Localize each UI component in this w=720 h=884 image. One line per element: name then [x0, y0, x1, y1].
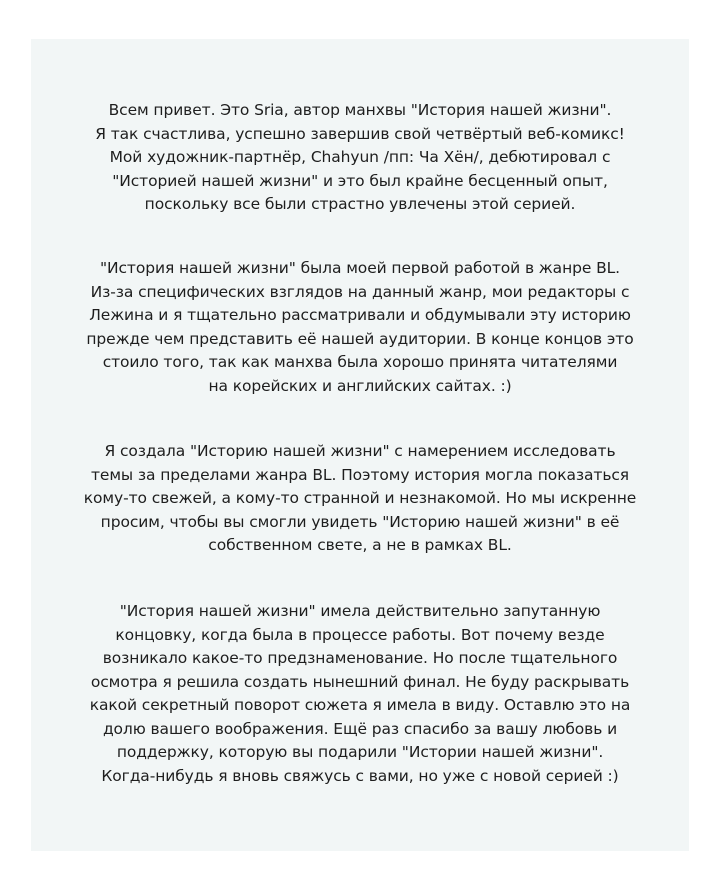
text-line: поддержку, которую вы подарили "Истории нашей жизни".	[116, 743, 604, 761]
text-line: Когда-нибудь я вновь свяжусь с вами, но уже с новой серией :)	[101, 766, 619, 785]
text-line: прежде чем представить её нашей аудитории. В конце концов это	[86, 329, 634, 348]
paragraph-ending	[31, 600, 689, 788]
text-line: поскольку все были страстно увлечены этой серией.	[144, 195, 576, 213]
text-line: осмотра я решила создать нынешний финал. Не буду раскрывать	[90, 672, 630, 691]
text-line: Лежина и я тщательно рассматривали и обдумывали эту историю	[89, 306, 631, 324]
text-line: возникало какое-то предзнаменование. Но после тщательного	[102, 649, 618, 667]
text-line: "История нашей жизни" была моей первой работой в жанре BL.	[99, 259, 621, 277]
text-line: Я так счастлива, успешно завершив свой четвёртый веб-комикс!	[95, 124, 625, 143]
text-line: Из-за специфических взглядов на данный жанр, мои редакторы с	[90, 282, 630, 301]
text-line: темы за пределами жанра BL. Поэтому история могла показаться	[90, 465, 630, 484]
text-line: стоило того, так как манхва была хорошо принята читателями	[102, 353, 618, 371]
text-line: концовку, когда была в процессе работы. Вот почему везде	[115, 625, 605, 644]
text-line: долю вашего воображения. Ещё раз спасибо за вашу любовь и	[102, 719, 618, 738]
paragraph-intent	[31, 440, 689, 558]
text-line: собственном свете, а не в рамках BL.	[208, 536, 512, 554]
text-line: "История нашей жизни" имела действительно запутанную	[119, 602, 601, 620]
text-line: на корейских и английских сайтах. :)	[208, 376, 512, 395]
text-line: какой секретный поворот сюжета я имела в виду. Оставлю это на	[89, 696, 631, 714]
paragraph-greeting	[31, 99, 689, 217]
author-note-panel	[31, 39, 689, 851]
text-line: просим, чтобы вы смогли увидеть "Историю нашей жизни" в её	[100, 512, 620, 531]
text-line: Мой художник-партнёр, Chahyun /пп: Ча Хён/, дебютировал с	[109, 148, 611, 166]
text-line: Всем привет. Это Sria, автор манхвы "История нашей жизни".	[108, 101, 612, 119]
paragraph-first-bl-work	[31, 257, 689, 398]
text-line: Я создала "Историю нашей жизни" с намерением исследовать	[104, 442, 616, 460]
text-line: кому-то свежей, а кому-то странной и незнакомой. Но мы искренне	[83, 489, 637, 507]
text-line: "Историей нашей жизни" и это был крайне бесценный опыт,	[112, 171, 608, 190]
